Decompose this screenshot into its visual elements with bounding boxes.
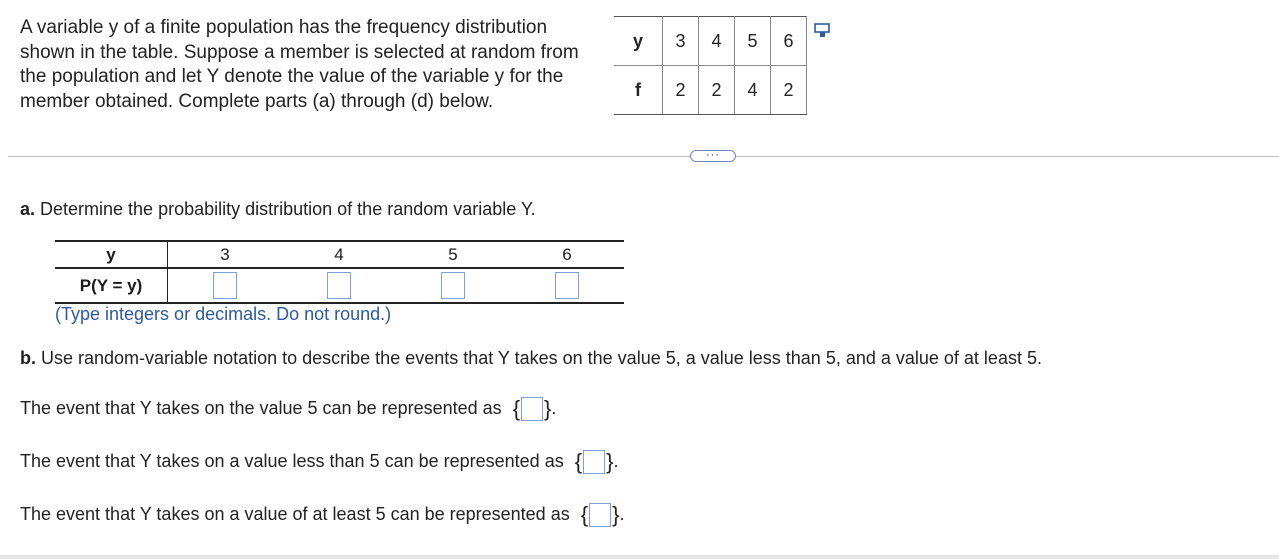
close-brace: } [544, 396, 552, 421]
probability-table [55, 240, 624, 304]
event-value-5-line [20, 396, 556, 422]
freq-f-value: 4 [735, 66, 771, 115]
section-divider [8, 156, 1279, 157]
event-less-than-5-input[interactable] [583, 450, 605, 474]
open-brace: { [574, 449, 583, 474]
open-brace: { [512, 396, 521, 421]
part-a-letter: a. [20, 199, 36, 219]
set-notation-3 [581, 502, 625, 528]
open-brace: { [580, 502, 589, 527]
answer-format-hint: (Type integers or decimals. Do not round.) [55, 304, 392, 324]
problem-intro: A variable y of a finite population has the frequency distribution shown in the table. Suppose a member is selected at random from the population and let Y denote the value of the variable y for the member obtained. Complete parts (a) through (d) below. [20, 17, 579, 112]
prob-header-y: y [55, 241, 168, 268]
answer-input-p5[interactable] [441, 272, 465, 299]
prob-column-header: 3 [168, 241, 283, 268]
event-value-5-text: The event that Y takes on the value 5 can be represented as [20, 397, 502, 418]
period: . [619, 503, 625, 524]
part-a-text: Determine the probability distribution of the random variable Y. [35, 199, 536, 219]
bottom-scroll-edge [0, 555, 1279, 559]
freq-header-y: y [614, 17, 663, 66]
answer-input-p4[interactable] [327, 272, 351, 299]
freq-y-value: 4 [699, 17, 735, 66]
freq-y-value: 6 [771, 17, 807, 66]
set-notation-2 [575, 449, 619, 475]
period: . [551, 397, 557, 418]
set-notation-1 [513, 396, 557, 422]
expand-more-button[interactable]: ··· [690, 150, 736, 162]
freq-y-value: 3 [663, 17, 699, 66]
freq-f-value: 2 [663, 66, 699, 115]
event-less-than-5-text: The event that Y takes on a value less than 5 can be represented as [20, 450, 564, 471]
close-brace: } [612, 502, 620, 527]
probability-answer-row [55, 268, 624, 303]
answer-input-p3[interactable] [213, 272, 237, 299]
event-at-least-5-line [20, 502, 624, 528]
event-less-than-5-line [20, 449, 618, 475]
prob-column-header: 5 [396, 241, 510, 268]
prob-row-label: P(Y = y) [55, 268, 168, 303]
close-brace: } [606, 449, 614, 474]
copy-table-icon[interactable] [814, 22, 832, 40]
event-value-5-input[interactable] [521, 397, 543, 421]
probability-header-row [55, 241, 624, 268]
period: . [613, 450, 619, 471]
frequency-table [614, 16, 807, 115]
prob-column-header: 6 [510, 241, 624, 268]
freq-f-value: 2 [699, 66, 735, 115]
event-at-least-5-input[interactable] [589, 503, 611, 527]
part-b-letter: b. [20, 348, 36, 368]
part-a-question [20, 199, 536, 220]
answer-input-p6[interactable] [555, 272, 579, 299]
event-at-least-5-text: The event that Y takes on a value of at least 5 can be represented as [20, 503, 570, 524]
part-b-text: Use random-variable notation to describe the events that Y takes on the value 5, a value less than 5, and a value of at least 5. [36, 348, 1042, 368]
prob-column-header: 4 [282, 241, 396, 268]
freq-f-value: 2 [771, 66, 807, 115]
part-b-question [20, 348, 1042, 369]
freq-header-f: f [614, 66, 663, 115]
frequency-row-f [614, 66, 807, 115]
frequency-row-y [614, 17, 807, 66]
freq-y-value: 5 [735, 17, 771, 66]
